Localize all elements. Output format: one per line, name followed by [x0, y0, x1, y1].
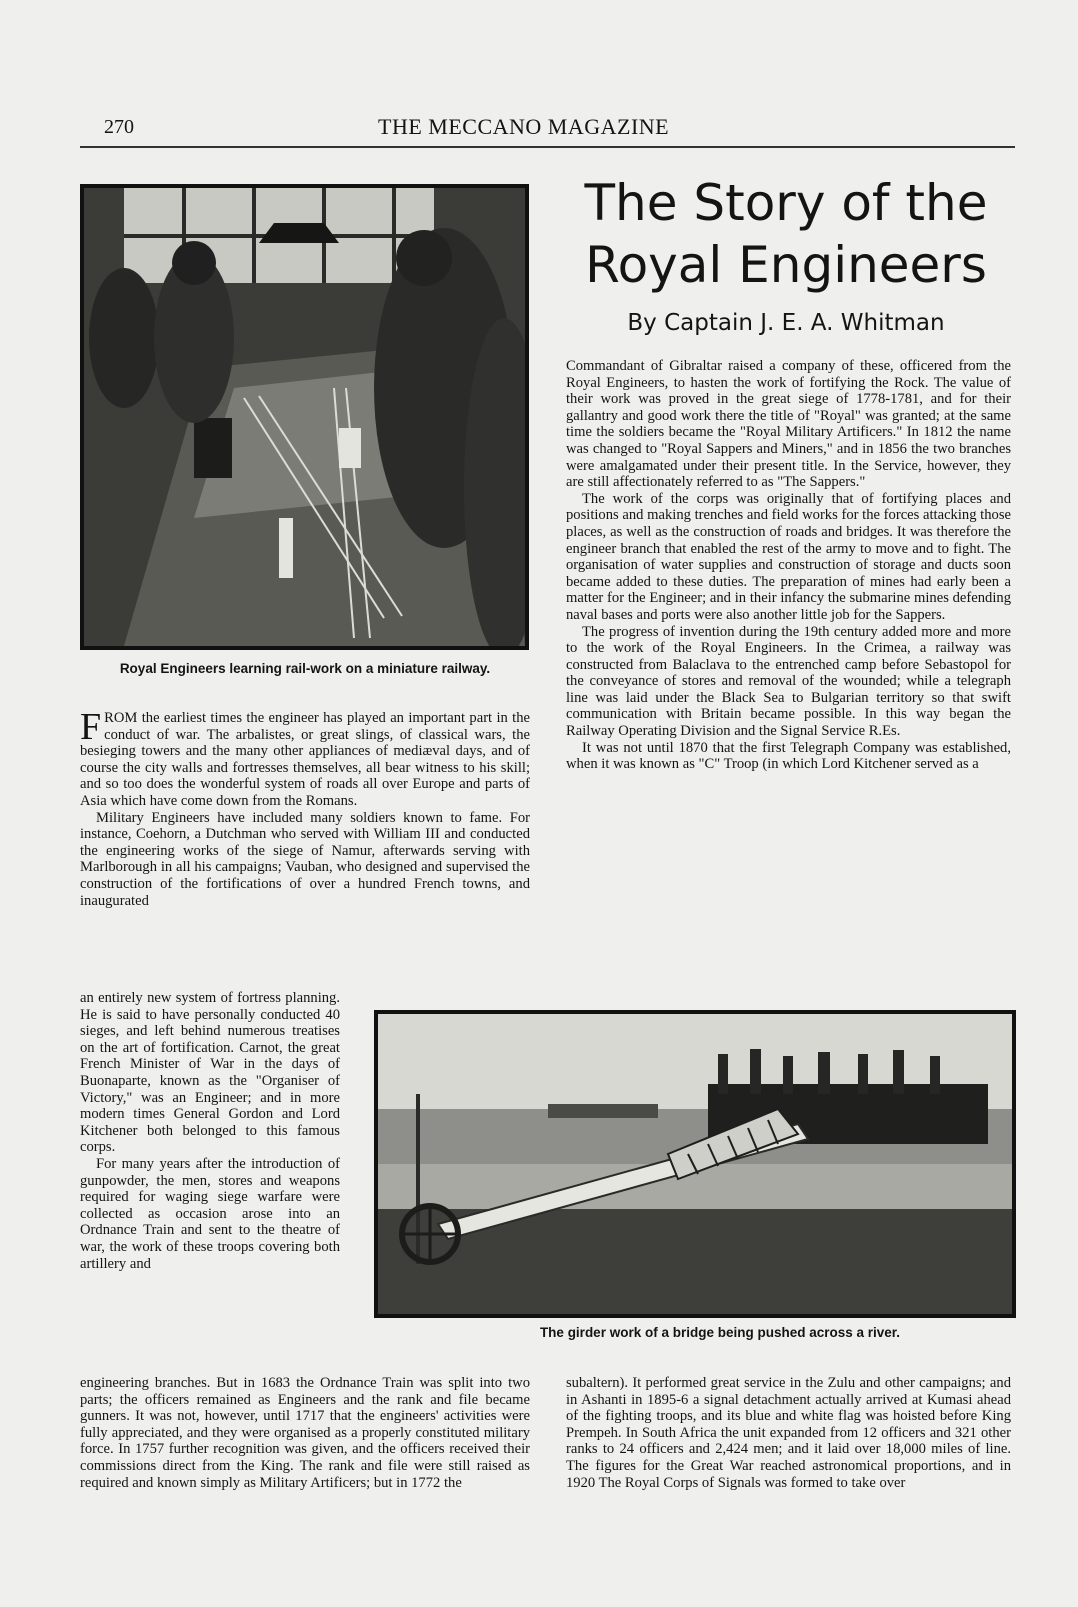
article-paragraph: For many years after the introduction of gunpowder, the men, stores and weapons required for waging siege warfare were collected as occasion arose into an Ordnance Train and sent to the theatre of war, the work of these troops covering both artillery and	[80, 1155, 340, 1272]
article-paragraph: engineering branches. But in 1683 the Ordnance Train was split into two parts; the officers remained as Engineers and the rank and file became gunners. It was not, however, until 1717 that the engineers' activities were fully appreciated, and they were organised as a properly constituted military force. In 1757 further recognition was given, and the officers received their commissions direct from the King. The rank and file were still raised as required and known simply as Military Artificers; but in 1772 the	[80, 1375, 530, 1491]
article-paragraph	[80, 706, 530, 810]
figure-caption: The girder work of a bridge being pushed across a river.	[539, 1325, 901, 1340]
header-rule	[80, 146, 1015, 148]
article-paragraph: Military Engineers have included many soldiers known to fame. For instance, Coehorn, a Dutchman who served with William III and conducted the engineering works of the siege of Namur, afterwards serving with Marlborough in all his campaigns; Vauban, who designed and supervised the construction of the fortifications of over a hundred French towns, and inaugurated	[80, 809, 530, 909]
photo-miniature-railway	[80, 184, 529, 650]
article-title: The Story of the Royal Engineers	[584, 174, 988, 294]
text-block	[566, 358, 1011, 773]
running-title: THE MECCANO MAGAZINE	[378, 114, 670, 139]
article-paragraph: an entirely new system of fortress planning. He is said to have personally conducted 40 sieges, and left behind numerous treatises on the art of fortification. Carnot, the great French Minister of War in the days of Buonaparte, known as the "Organiser of Victory," was an Engineer; and in more modern times General Gordon and Lord Kitchener both belonged to this famous corps.	[80, 990, 340, 1156]
article-paragraph: The progress of invention during the 19th century added more and more to the work of the Royal Engineers. In the Crimea, a railway was constructed from Balaclava to the entrenched camp before Sebastopol for the conveyance of stores and removal of the wounded; while a telegraph line was laid under the Black Sea to Bulgarian territory so that swift communication with Britain became possible. In this way began the Railway Operating Division and the Signal Service R.Es.	[566, 623, 1011, 740]
article-paragraph: subaltern). It performed great service in the Zulu and other campaigns; and in Ashanti in 1895-6 a signal detachment actually arrived at Kumasi ahead of the fighting troops, and its blue and white flag was hoisted before King Prempeh. In South Africa the unit expanded from 12 officers and 321 other ranks to 24 officers and 2,424 men; and it laid over 18,000 miles of line. The figures for the Great War reached astronomical proportions, and in 1920 The Royal Corps of Signals was formed to take over	[566, 1375, 1011, 1491]
photo-bridge-girder	[374, 1010, 1016, 1318]
text-block	[566, 1375, 1011, 1491]
text-block	[80, 990, 340, 1272]
text-block	[80, 706, 530, 909]
article-paragraph: It was not until 1870 that the first Telegraph Company was established, when it was known as "C" Troop (in which Lord Kitchener served as a	[566, 739, 1011, 773]
paragraph-text: ROM the earliest times the engineer has played an important part in the conduct of war. The arbalistes, or great slings, of classical wars, the besieging towers and the many other appliances of mediæval days, and of course the city walls and fortresses themselves, all bear witness to his skill; and so too does the wonderful system of roads all over Europe and parts of Asia which have come down from the Romans.	[80, 710, 530, 809]
page-number: 270	[104, 116, 134, 138]
article-paragraph: Commandant of Gibraltar raised a company of these, officered from the Royal Engineers, to hasten the work of fortifying the Rock. The value of their work was proved in the great siege of 1778-1781, and for their gallantry and good work there the title of "Royal" was granted; at the same time the soldiers became the "Royal Military Artificers." In 1812 the name was changed to "Royal Sappers and Miners," and in 1856 the two branches were amalgamated under their present title. In the Service, however, they are still affectionately referred to as "The Sappers."	[566, 358, 1011, 491]
figure-caption: Royal Engineers learning rail-work on a miniature railway.	[119, 661, 491, 676]
drop-cap: F	[80, 706, 102, 748]
article-paragraph: The work of the corps was originally that of fortifying places and positions and making trenches and field works for the forces attacking those places, as well as the construction of roads and bridges. It was therefore the engineer branch that enabled the rest of the army to move and to fight. The organisation of water supplies and construction of storage and ducts soon became added to these duties. The preparation of mines had early been a matter for the Engineer; and in their infancy the submarine mines defending naval bases and ports were also another little job for the Sappers.	[566, 490, 1011, 623]
text-block	[80, 1375, 530, 1491]
article-byline: By Captain J. E. A. Whitman	[627, 310, 945, 336]
